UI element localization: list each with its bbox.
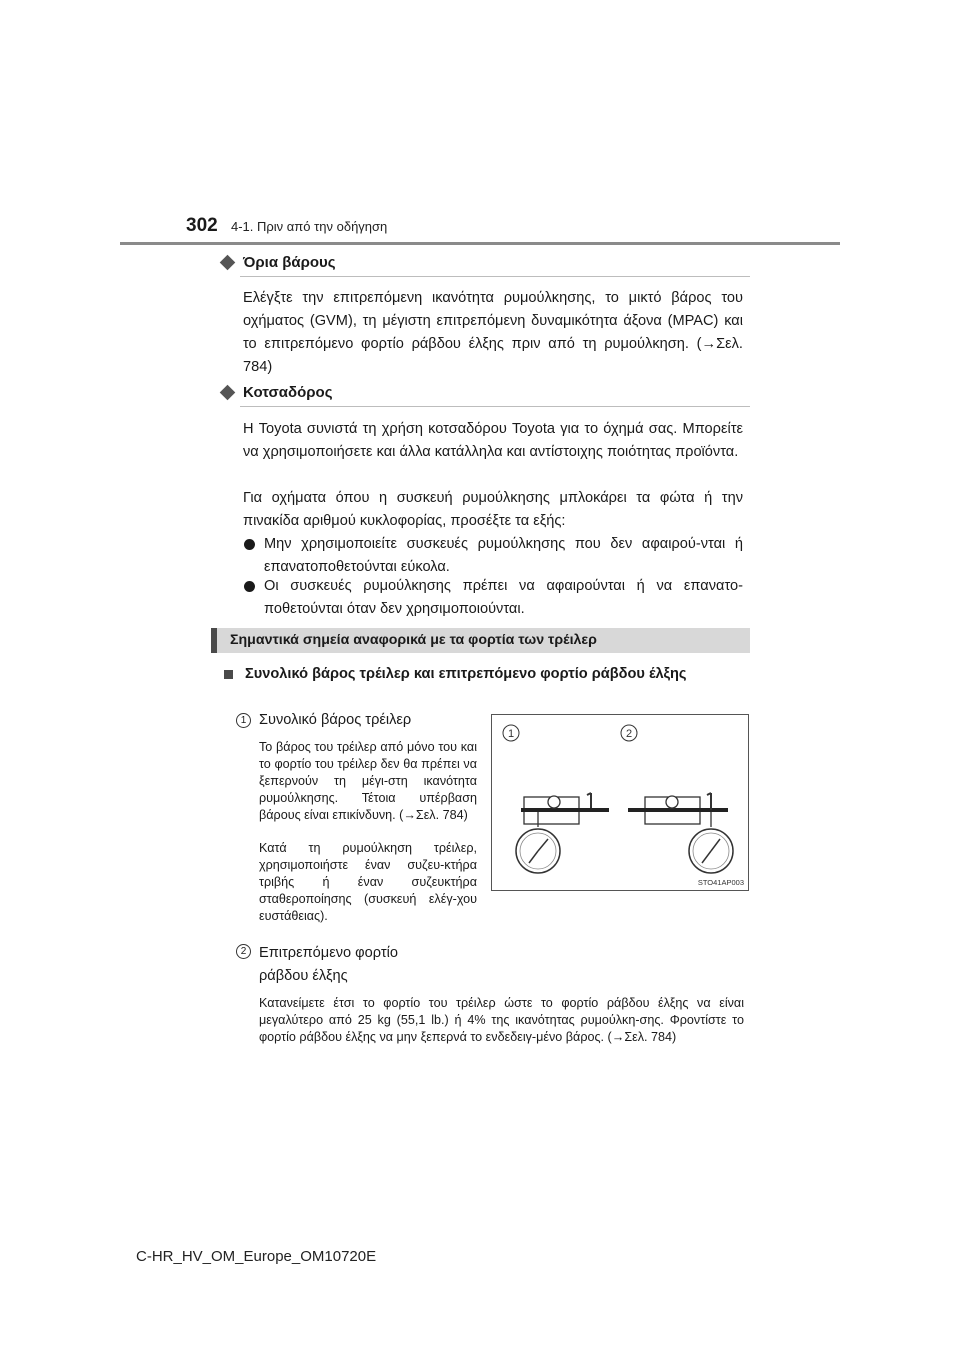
important-box-title: Σημαντικά σημεία αναφορικά με τα φορτία των τρέιλερ bbox=[230, 632, 597, 648]
figure-code: STO41AP003 bbox=[697, 878, 744, 887]
figure-label-1: 1 bbox=[507, 728, 515, 740]
hitch-heading bbox=[220, 384, 333, 401]
important-box bbox=[211, 628, 750, 653]
item-2-text: Κατανείμετε έτσι το φορτίο του τρέιλερ ώστε το φορτίο ράβδου έλξης να είναι μεγαλύτερο από 25 kg (55,1 lb.) ή 4% της ικανότητας ρυμούλκη-σης. Φροντίστε το φορτίο ράβδου έλξης να μην ξεπερνά το ενδεδειγ-μένο βάρος. (→Σελ. 784) bbox=[259, 996, 744, 1044]
weight-limits-title: Όρια βάρους bbox=[243, 254, 336, 271]
square-bullet-icon bbox=[224, 670, 233, 679]
hitch-bullet-2: Οι συσκευές ρυμούλκησης πρέπει να αφαιρούνται ή να επανατο-ποθετούνται όταν δεν χρησιμοποιούνται. bbox=[243, 575, 743, 621]
diamond-icon bbox=[220, 385, 236, 401]
bullet-icon bbox=[244, 539, 255, 550]
item-2-label-line-2: ράβδου έλξης bbox=[259, 968, 348, 984]
section-title: 4-1. Πριν από την οδήγηση bbox=[231, 219, 388, 234]
hitch-title: Κοτσαδόρος bbox=[243, 384, 333, 401]
trailer-1-icon bbox=[521, 793, 609, 827]
item-1-text-1: Το βάρος του τρέιλερ από μόνο του και το φορτίο του τρέιλερ δεν θα πρέπει να ξεπερνούν τη μέγι-στη ικανότητα ρυμούλκησης. Τέτοια υπέρβαση βάρους είναι επικίνδυνη. (→Σελ. 784) bbox=[259, 740, 477, 822]
diamond-icon bbox=[220, 255, 236, 271]
weight-limits-text: Ελέγξτε την επιτρεπόμενη ικανότητα ρυμούλκησης, το μικτό βάρος του οχήματος (GVM), τη μέγιστη επιτρεπόμενη δυναμικότητα άξονα (MPAC) και το επιτρεπόμενο φορτίο ράβδου έλξης πριν από τη ρυμούλκηση. (→Σελ. 784) bbox=[243, 290, 743, 375]
scale-2-icon bbox=[689, 829, 733, 873]
item-2-label-line-1: Επιτρεπόμενο φορτίο bbox=[259, 945, 398, 961]
weight-limits-rule bbox=[240, 276, 750, 277]
figure-label-2: 2 bbox=[625, 728, 633, 740]
bullet-icon bbox=[244, 581, 255, 592]
item-1-text-2: Κατά τη ρυμούλκηση τρέιλερ, χρησιμοποιήστε έναν συζευ-κτήρα τριβής ή έναν συζευκτήρα σταθεροποίησης (συσκευή ελέγ-χου ευστάθειας). bbox=[259, 841, 477, 923]
scale-1-icon bbox=[516, 829, 560, 873]
hitch-paragraph-1: Η Toyota συνιστά τη χρήση κοτσαδόρου Toyota για το όχημά σας. Μπορείτε να χρησιμοποιήσετε και άλλα κατάλληλα και αντίστοιχης ποιότητας προϊόντα. bbox=[243, 421, 743, 460]
weight-limits-heading bbox=[220, 254, 336, 271]
trailer-load-figure bbox=[491, 714, 749, 891]
hitch-bullet-1: Μην χρησιμοποιείτε συσκευές ρυμούλκησης που δεν αφαιρού-νται ή επανατοποθετούνται εύκολα. bbox=[243, 533, 743, 579]
hitch-rule bbox=[240, 406, 750, 407]
item-1-number: 1 bbox=[236, 713, 251, 728]
gross-weight-heading: Συνολικό βάρος τρέιλερ και επιτρεπόμενο φορτίο ράβδου έλξης bbox=[222, 663, 744, 686]
hitch-paragraph-2: Για οχήματα όπου η συσκευή ρυμούλκησης μπλοκάρει τα φώτα ή την πινακίδα αριθμού κυκλοφορίας, προσέξτε τα εξής: bbox=[243, 490, 743, 529]
trailer-2-icon bbox=[628, 793, 728, 827]
trailer-scale-illustration bbox=[492, 715, 748, 890]
header-rule bbox=[120, 242, 840, 245]
item-2-number: 2 bbox=[236, 944, 251, 959]
footer-document-code: C-HR_HV_OM_Europe_OM10720E bbox=[136, 1248, 377, 1265]
page-number: 302 bbox=[186, 215, 218, 236]
item-1-label: Συνολικό βάρος τρέιλερ bbox=[259, 712, 412, 728]
